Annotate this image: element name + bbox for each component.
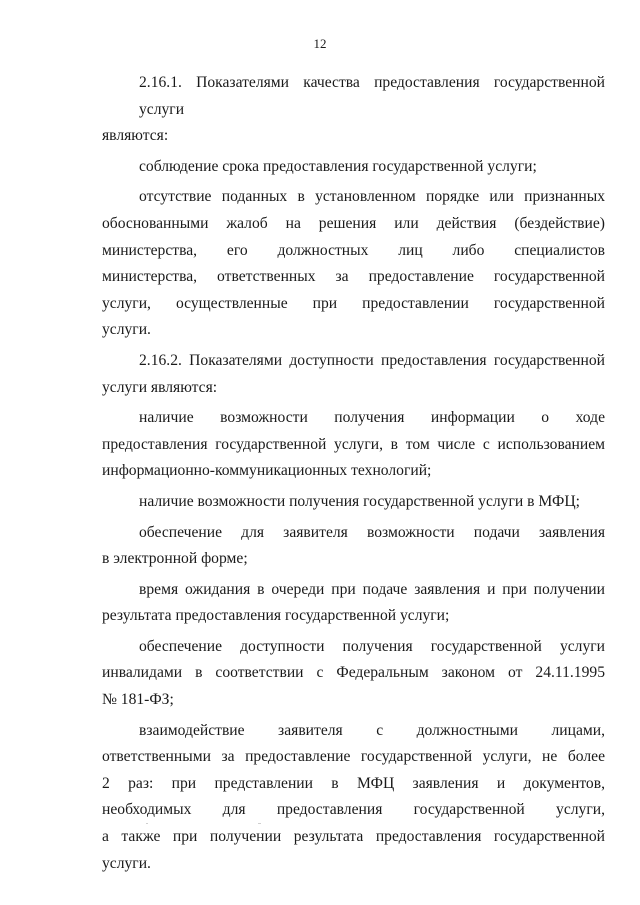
text-line: 2.16.2. Показателями доступности предоставления государственной — [139, 351, 605, 369]
text-line: в электронной форме; — [102, 550, 248, 568]
text-line: услуги, осуществленные при предоставлении государственной — [102, 294, 605, 312]
paragraph-no-complaints — [102, 184, 605, 344]
text-line: услуги. — [102, 854, 151, 872]
paragraph-mfc-availability — [102, 489, 605, 516]
text-line: 2.16.1. Показателями качества предоставления государственной услуги — [139, 74, 605, 118]
text-line: результата предоставления государственной услуги; — [102, 607, 450, 625]
text-line: предоставления государственной услуги, в том числе с использованием — [102, 435, 605, 453]
scan-mark — [146, 823, 148, 824]
text-line: наличие возможности получения государственной услуги в МФЦ; — [139, 492, 580, 510]
text-line: соблюдение срока предоставления государственной услуги; — [139, 157, 537, 175]
document-body — [102, 70, 605, 877]
paragraph-deadline-compliance — [102, 154, 605, 181]
text-line: обоснованными жалоб на решения или действия (бездействие) — [102, 214, 605, 232]
text-line: инвалидами в соответствии с Федеральным законом от 24.11.1995 — [102, 664, 605, 682]
paragraph-quality-indicators-heading — [102, 70, 605, 150]
text-line: информационно-коммуникационных технологий; — [102, 462, 432, 480]
text-line: являются: — [102, 127, 169, 145]
text-line: обеспечение доступности получения государственной услуги — [139, 637, 605, 655]
text-line: ответственными за предоставление государственной услуги, не более — [102, 748, 605, 766]
paragraph-disability-access — [102, 634, 605, 714]
text-line: министерства, ответственных за предоставление государственной — [102, 268, 605, 286]
scan-mark — [258, 823, 261, 824]
text-line: время ожидания в очереди при подаче заявления и при получении — [139, 580, 605, 598]
text-line: необходимых для предоставления государственной услуги, — [102, 801, 605, 819]
paragraph-accessibility-indicators-heading — [102, 348, 605, 401]
text-line: отсутствие поданных в установленном порядке или признанных — [139, 188, 605, 206]
text-line: взаимодействие заявителя с должностными лицами, — [139, 721, 605, 739]
text-line: обеспечение для заявителя возможности подачи заявления — [139, 523, 605, 541]
text-line: 2 раз: при представлении в МФЦ заявления и документов, — [102, 774, 605, 792]
text-line: услуги. — [102, 321, 151, 339]
page-number: 12 — [313, 36, 327, 51]
text-line: а также при получении результата предоставления государственной — [102, 828, 605, 846]
text-line: наличие возможности получения информации о ходе — [139, 409, 605, 427]
paragraph-electronic-application — [102, 520, 605, 573]
paragraph-official-interaction — [102, 718, 605, 878]
text-line: услуги являются: — [102, 378, 218, 396]
paragraph-waiting-time — [102, 577, 605, 630]
text-line: министерства, его должностных лиц либо специалистов — [102, 241, 605, 259]
paragraph-progress-information — [102, 405, 605, 485]
text-line: № 181-ФЗ; — [102, 691, 174, 709]
